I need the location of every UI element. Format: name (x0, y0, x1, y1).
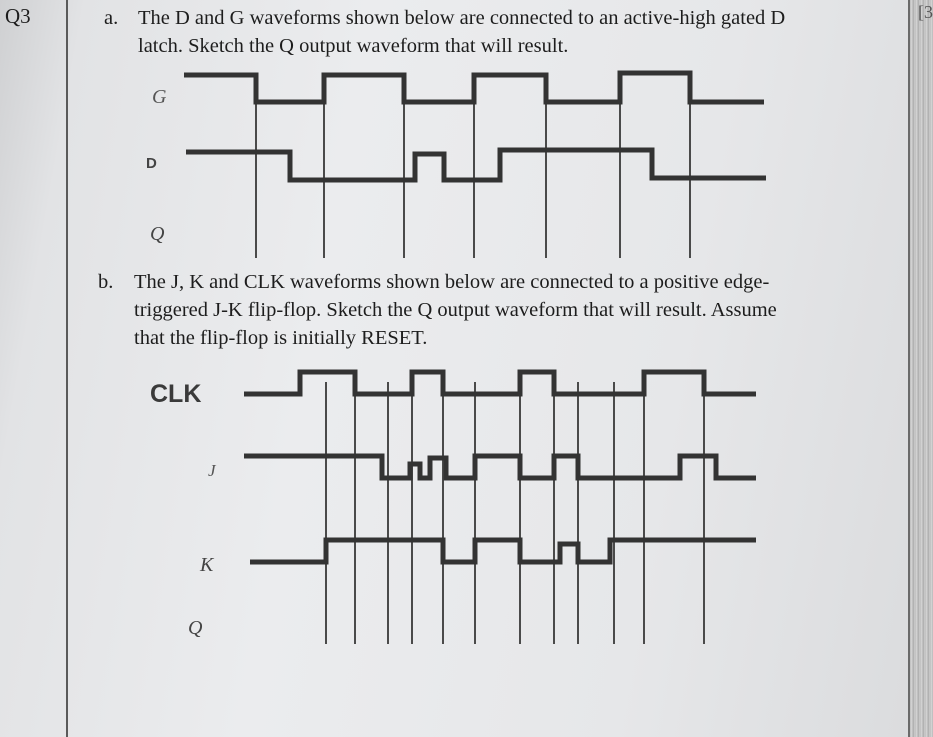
d-label: D (146, 155, 157, 172)
part-a-guide-lines (256, 88, 690, 258)
part-b-line-1: The J, K and CLK waveforms shown below are connected to a positive edge- (134, 271, 770, 293)
question-number: Q3 (5, 4, 31, 28)
g-waveform (184, 73, 764, 102)
d-waveform (186, 150, 766, 180)
q-label-b: Q (188, 617, 203, 639)
part-a-line-1: The D and G waveforms shown below are connected to an active-high gated D (138, 7, 786, 29)
k-label: K (200, 554, 214, 576)
g-label: G (152, 86, 167, 108)
clk-waveform (244, 372, 756, 394)
part-b-marker: b. (98, 271, 114, 293)
part-a-line-2: latch. Sketch the Q output waveform that will result. (138, 35, 569, 57)
part-b-line-2: triggered J-K flip-flop. Sketch the Q output waveform that will result. Assume (134, 299, 777, 321)
q-label-a: Q (150, 223, 165, 245)
clk-label: CLK (150, 380, 202, 408)
j-label: J (208, 461, 216, 480)
part-b-line-3: that the flip-flop is initially RESET. (134, 327, 428, 349)
j-waveform (244, 456, 756, 478)
part-b-guide-lines (326, 382, 704, 644)
next-question-marker: [3 (918, 2, 933, 22)
part-a-marker: a. (104, 7, 119, 29)
k-waveform (250, 540, 756, 562)
